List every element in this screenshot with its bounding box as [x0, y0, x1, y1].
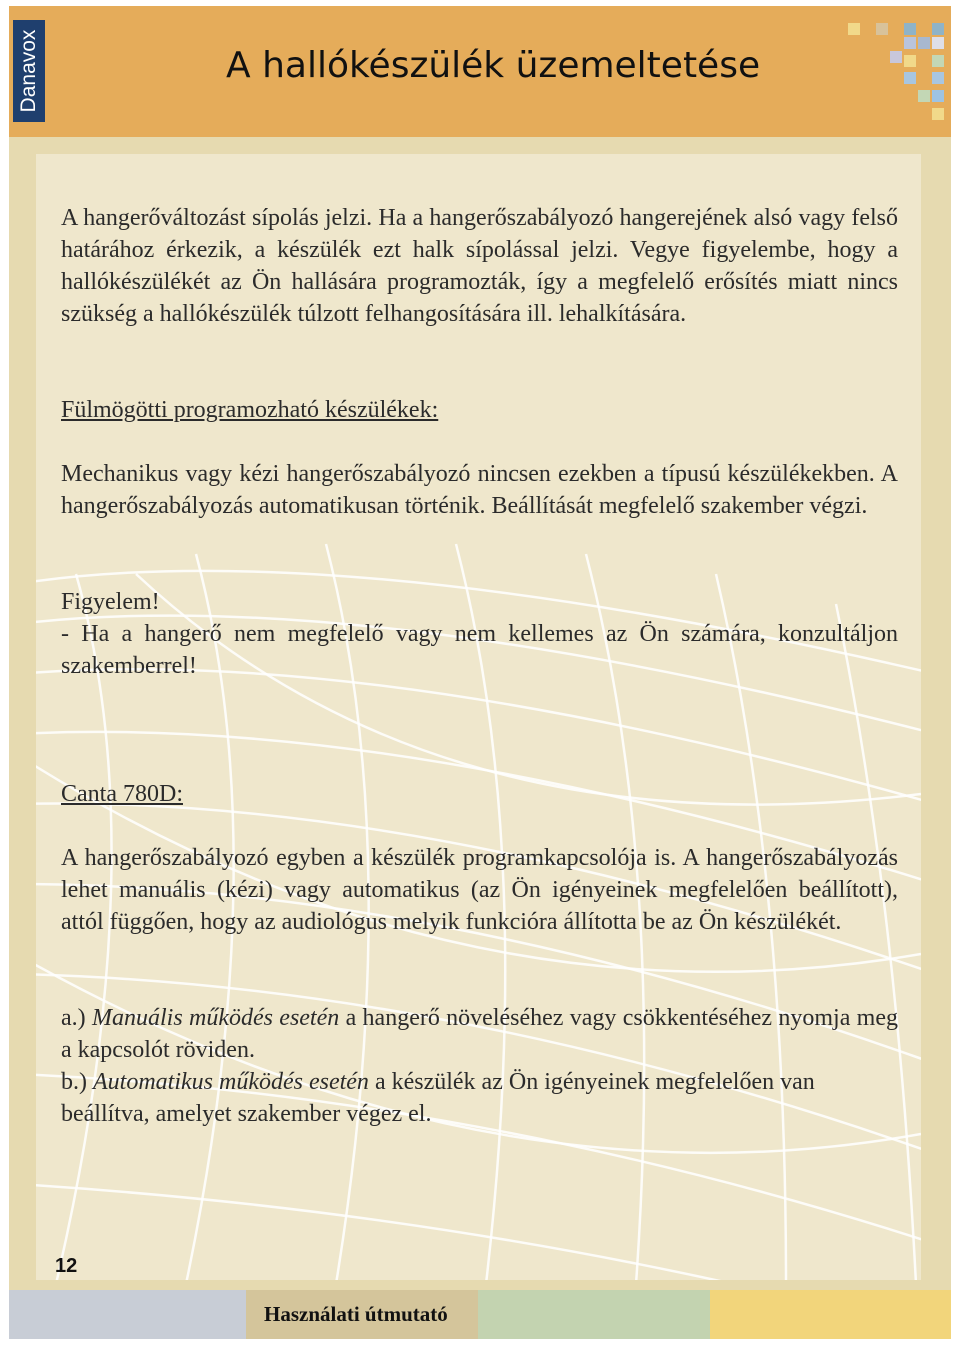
footer-label: Használati útmutató — [264, 1302, 448, 1326]
deco-square — [932, 72, 944, 84]
list-item-marker: b.) — [61, 1069, 87, 1095]
list-item-automatic — [61, 1066, 898, 1130]
list-item-mode: Manuális működés esetén — [91, 1005, 340, 1031]
deco-square — [904, 72, 916, 84]
list-item-manual — [61, 1002, 898, 1066]
footer-color-block — [710, 1290, 951, 1339]
page-number: 12 — [55, 1255, 78, 1277]
attention-paragraph: - Ha a hangerő nem megfelelő vagy nem kellemes az Ön számára, konzultáljon szakemberrel! — [61, 621, 898, 679]
list-item-marker: a.) — [61, 1005, 86, 1031]
page-title: A hallókészülék üzemeltetése — [226, 45, 761, 86]
canta-paragraph: A hangerőszabályozó egyben a készülék programkapcsolója is. A hangerőszabályozás lehet manuális (kézi) vagy automatikus (az Ön igényeinek megfelelően beállított), attól függően, hogy az audiológus melyik funkcióra állította be az Ön készülékét. — [61, 845, 898, 935]
deco-square — [932, 90, 944, 102]
deco-square — [932, 108, 944, 120]
intro-paragraph: A hangerőváltozást sípolás jelzi. Ha a hangerőszabályozó hangerejének alsó vagy felső határához érkezik, a készülék ezt halk sípolással jelzi. Vegye figyelembe, hogy a hallókészülékét az Ön hallására programozták, így a megfelelő erősítés miatt nincs szükség a hallókészülék túlzott felhangosítására ill. lehalkítására. — [61, 205, 898, 327]
deco-square — [904, 23, 916, 35]
decorative-squares — [0, 0, 960, 140]
deco-square — [876, 23, 888, 35]
section-heading-behind-the-ear: Fülmögötti programozható készülékek: — [61, 397, 439, 423]
footer-color-block — [478, 1290, 710, 1339]
deco-square — [932, 23, 944, 35]
list-item-text: a hangerő növeléséhez vagy csökkentéséhez nyomja meg a kapcsolót röviden. — [61, 1005, 898, 1063]
attention-title: Figyelem! — [61, 589, 160, 615]
behind-the-ear-paragraph: Mechanikus vagy kézi hangerőszabályozó nincsen ezekben a típusú készülékekben. A hangerőszabályozás automatikusan történik. Beállítását megfelelő szakember végzi. — [61, 461, 898, 519]
list-item-text: a készülék az Ön igényeinek megfelelően van beállítva, amelyet szakember végez el. — [61, 1069, 815, 1127]
deco-square — [848, 23, 860, 35]
deco-square — [932, 37, 944, 49]
list-item-mode: Automatikus működés esetén — [93, 1069, 369, 1095]
section-heading-canta: Canta 780D: — [61, 781, 183, 807]
deco-square — [904, 37, 916, 49]
brand-logo-text: Danavox — [17, 29, 40, 113]
deco-square — [904, 55, 916, 67]
deco-square — [932, 55, 944, 67]
deco-square — [918, 37, 930, 49]
deco-square — [890, 51, 902, 63]
footer-color-block — [9, 1290, 246, 1339]
deco-square — [918, 90, 930, 102]
